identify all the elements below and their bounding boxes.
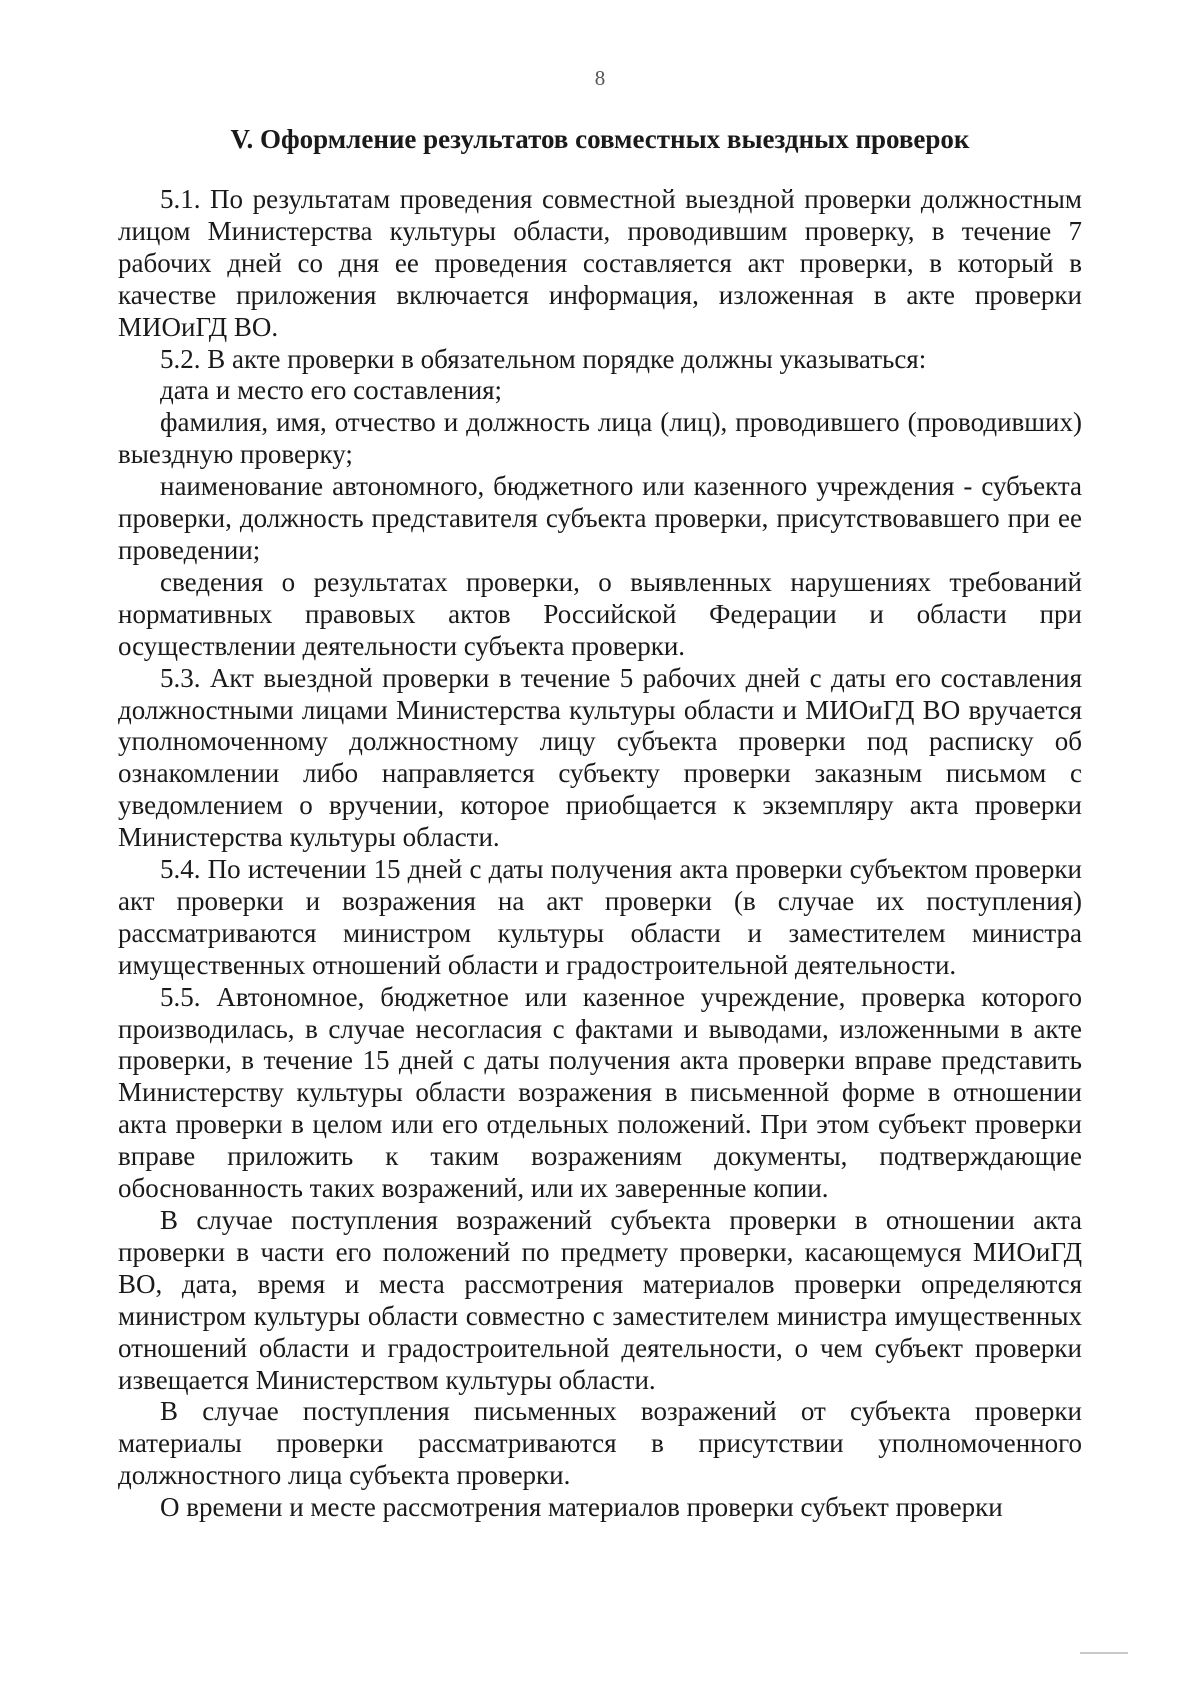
paragraph-list-item-institution: наименование автономного, бюджетного или казенного учреждения - субъекта проверки, должность представителя субъекта проверки, присутствовавшего при ее проведении; — [118, 471, 1082, 565]
paragraph-list-item-inspector: фамилия, имя, отчество и должность лица (лиц), проводившего (проводивших) выездную проверку; — [118, 407, 1082, 470]
paragraph-5-2: 5.2. В акте проверки в обязательном порядке должны указываться: — [160, 343, 927, 374]
paragraph-5-5: 5.5. Автономное, бюджетное или казенное учреждение, проверка которого производилась, в случае несогласия с фактами и выводами, изложенными в акте проверки, в течение 15 дней с даты получения акта проверки вправе представить Министерству культуры области возражения в письменной форме в отношении акта проверки в целом или его отдельных положений. При этом субъект проверки вправе приложить к таким возражениям документы, подтверждающие обоснованность таких возражений, или их заверенные копии. — [118, 981, 1082, 1204]
paragraph-5-4: 5.4. По истечении 15 дней с даты получения акта проверки субъектом проверки акт проверки и возражения на акт проверки (в случае их поступления) рассматриваются министром культуры области и заместителем министра имущественных отношений области и градостроительной деятельности. — [118, 854, 1082, 980]
paragraph-5-1: 5.1. По результатам проведения совместной выездной проверки должностным лицом Министерства культуры области, проводившим проверку, в течение 7 рабочих дней со дня ее проведения составляется акт проверки, в который в качестве приложения включается информация, изложенная в акте проверки МИОиГД ВО. — [118, 184, 1082, 342]
paragraph-written-objections: В случае поступления письменных возражений от субъекта проверки материалы проверки рассматриваются в присутствии уполномоченного должностного лица субъекта проверки. — [118, 1396, 1082, 1491]
scan-artifact — [1080, 1652, 1128, 1654]
page-number: 8 — [594, 66, 606, 90]
paragraph-5-3: 5.3. Акт выездной проверки в течение 5 рабочих дней с даты его составления должностными лицами Министерства культуры области и МИОиГД ВО вручается уполномоченному должностному лицу субъекта проверки под расписку об ознакомлении либо направляется субъекту проверки заказным письмом с уведомлением о вручении, которое приобщается к экземпляру акта проверки Министерства культуры области. — [118, 662, 1082, 853]
section-title: V. Оформление результатов совместных выездных проверок — [230, 124, 970, 154]
paragraph-list-item-results: сведения о результатах проверки, о выявленных нарушениях требований нормативных правовых актов Российской Федерации и области при осуществлении деятельности субъекта проверки. — [118, 566, 1082, 661]
body-text — [118, 184, 1082, 1524]
paragraph-objections-mioigd: В случае поступления возражений субъекта проверки в отношении акта проверки в части его положений по предмету проверки, касающемуся МИОиГД ВО, дата, время и места рассмотрения материалов проверки определяются министром культуры области совместно с заместителем министра имущественных отношений области и градостроительной деятельности, о чем субъект проверки извещается Министерством культуры области. — [118, 1205, 1082, 1395]
paragraph-time-place: О времени и месте рассмотрения материалов проверки субъект проверки — [160, 1492, 1003, 1523]
paragraph-list-item-date: дата и место его составления; — [160, 375, 503, 406]
